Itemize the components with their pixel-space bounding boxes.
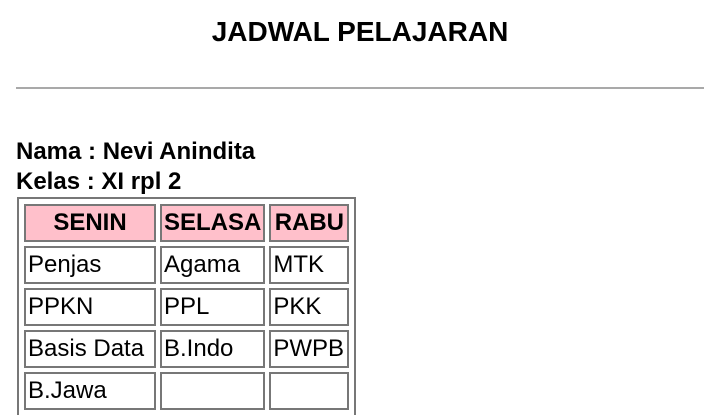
table-cell — [160, 372, 265, 410]
table-cell: PKK — [269, 288, 349, 326]
table-cell: Penjas — [24, 246, 156, 284]
table-row — [24, 372, 349, 410]
table-cell: MTK — [269, 246, 349, 284]
page-title: JADWAL PELAJARAN — [211, 16, 509, 47]
table-row — [24, 246, 349, 284]
table-cell — [269, 372, 349, 410]
table-cell: Basis Data — [24, 330, 156, 368]
table-cell: PWPB — [269, 330, 349, 368]
table-row — [24, 288, 349, 326]
table-cell: PPL — [160, 288, 265, 326]
header-selasa: SELASA — [160, 204, 265, 242]
table-cell: PPKN — [24, 288, 156, 326]
table-header-row — [24, 204, 349, 242]
table-row — [24, 330, 349, 368]
table-cell: Agama — [160, 246, 265, 284]
table-cell: B.Indo — [160, 330, 265, 368]
header-senin: SENIN — [24, 204, 156, 242]
horizontal-divider — [16, 87, 704, 89]
table-cell: B.Jawa — [24, 372, 156, 410]
schedule-table — [17, 197, 356, 415]
student-class: Kelas : XI rpl 2 — [16, 168, 182, 195]
student-name: Nama : Nevi Anindita — [16, 138, 256, 165]
header-rabu: RABU — [269, 204, 349, 242]
